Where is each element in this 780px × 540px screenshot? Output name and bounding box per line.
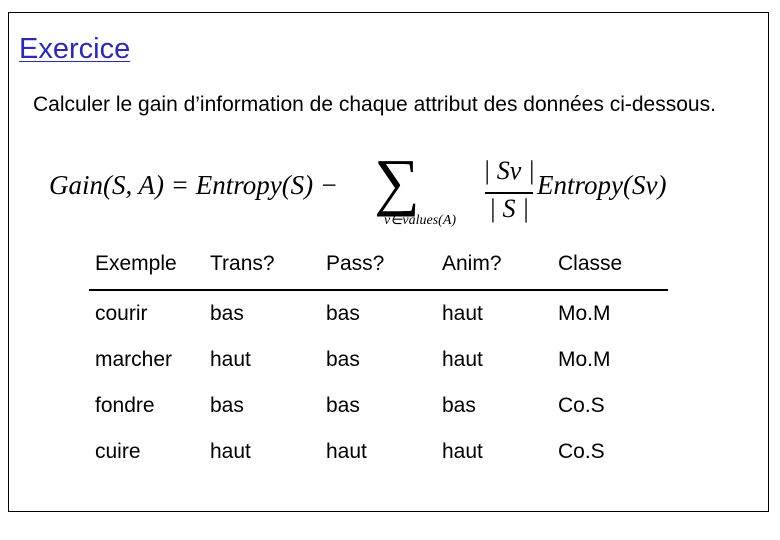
table-cell: Mo.M [558,348,611,371]
sum-symbol: ∑ [374,146,420,217]
table-cell: haut [442,302,483,325]
formula-rhs: Entropy(Sv) [537,170,667,200]
table-cell: courir [95,302,148,325]
table-cell: haut [210,348,251,371]
header-anim: Anim? [436,239,552,290]
table-cell: Mo.M [558,302,611,325]
formula-lhs: Gain(S, A) = Entropy(S) − [49,170,339,200]
table-cell: bas [210,302,244,325]
table-row [89,429,668,475]
fraction [481,156,537,226]
header-classe: Classe [552,239,668,290]
sum-subscript: v∈values(A) [384,213,457,228]
table-header-row [89,239,668,290]
table-cell: haut [326,440,367,463]
table-cell: bas [326,302,360,325]
slide-title: Exercice [19,33,131,65]
table-cell: haut [442,440,483,463]
table-cell: bas [442,394,476,417]
table-cell: bas [326,394,360,417]
table-cell: Co.S [558,394,605,417]
gain-formula [49,146,709,234]
table-row [89,337,668,383]
header-exemple: Exemple [89,239,204,290]
header-pass: Pass? [320,239,436,290]
table-cell: bas [210,394,244,417]
fraction-numerator: | Sv | [483,156,535,185]
table-row [89,383,668,429]
table-cell: cuire [95,440,141,463]
table-cell: marcher [95,348,173,371]
table-cell: haut [442,348,483,371]
fraction-denominator: | S | [488,194,530,223]
table-row [89,290,668,337]
table-cell: fondre [95,394,155,417]
slide-frame [8,12,769,512]
table-cell: haut [210,440,251,463]
header-trans: Trans? [204,239,320,290]
table-cell: bas [326,348,360,371]
data-table [89,239,668,475]
table-cell: Co.S [558,440,605,463]
exercise-prompt: Calculer le gain d’information de chaque attribut des données ci-dessous. [33,93,716,116]
